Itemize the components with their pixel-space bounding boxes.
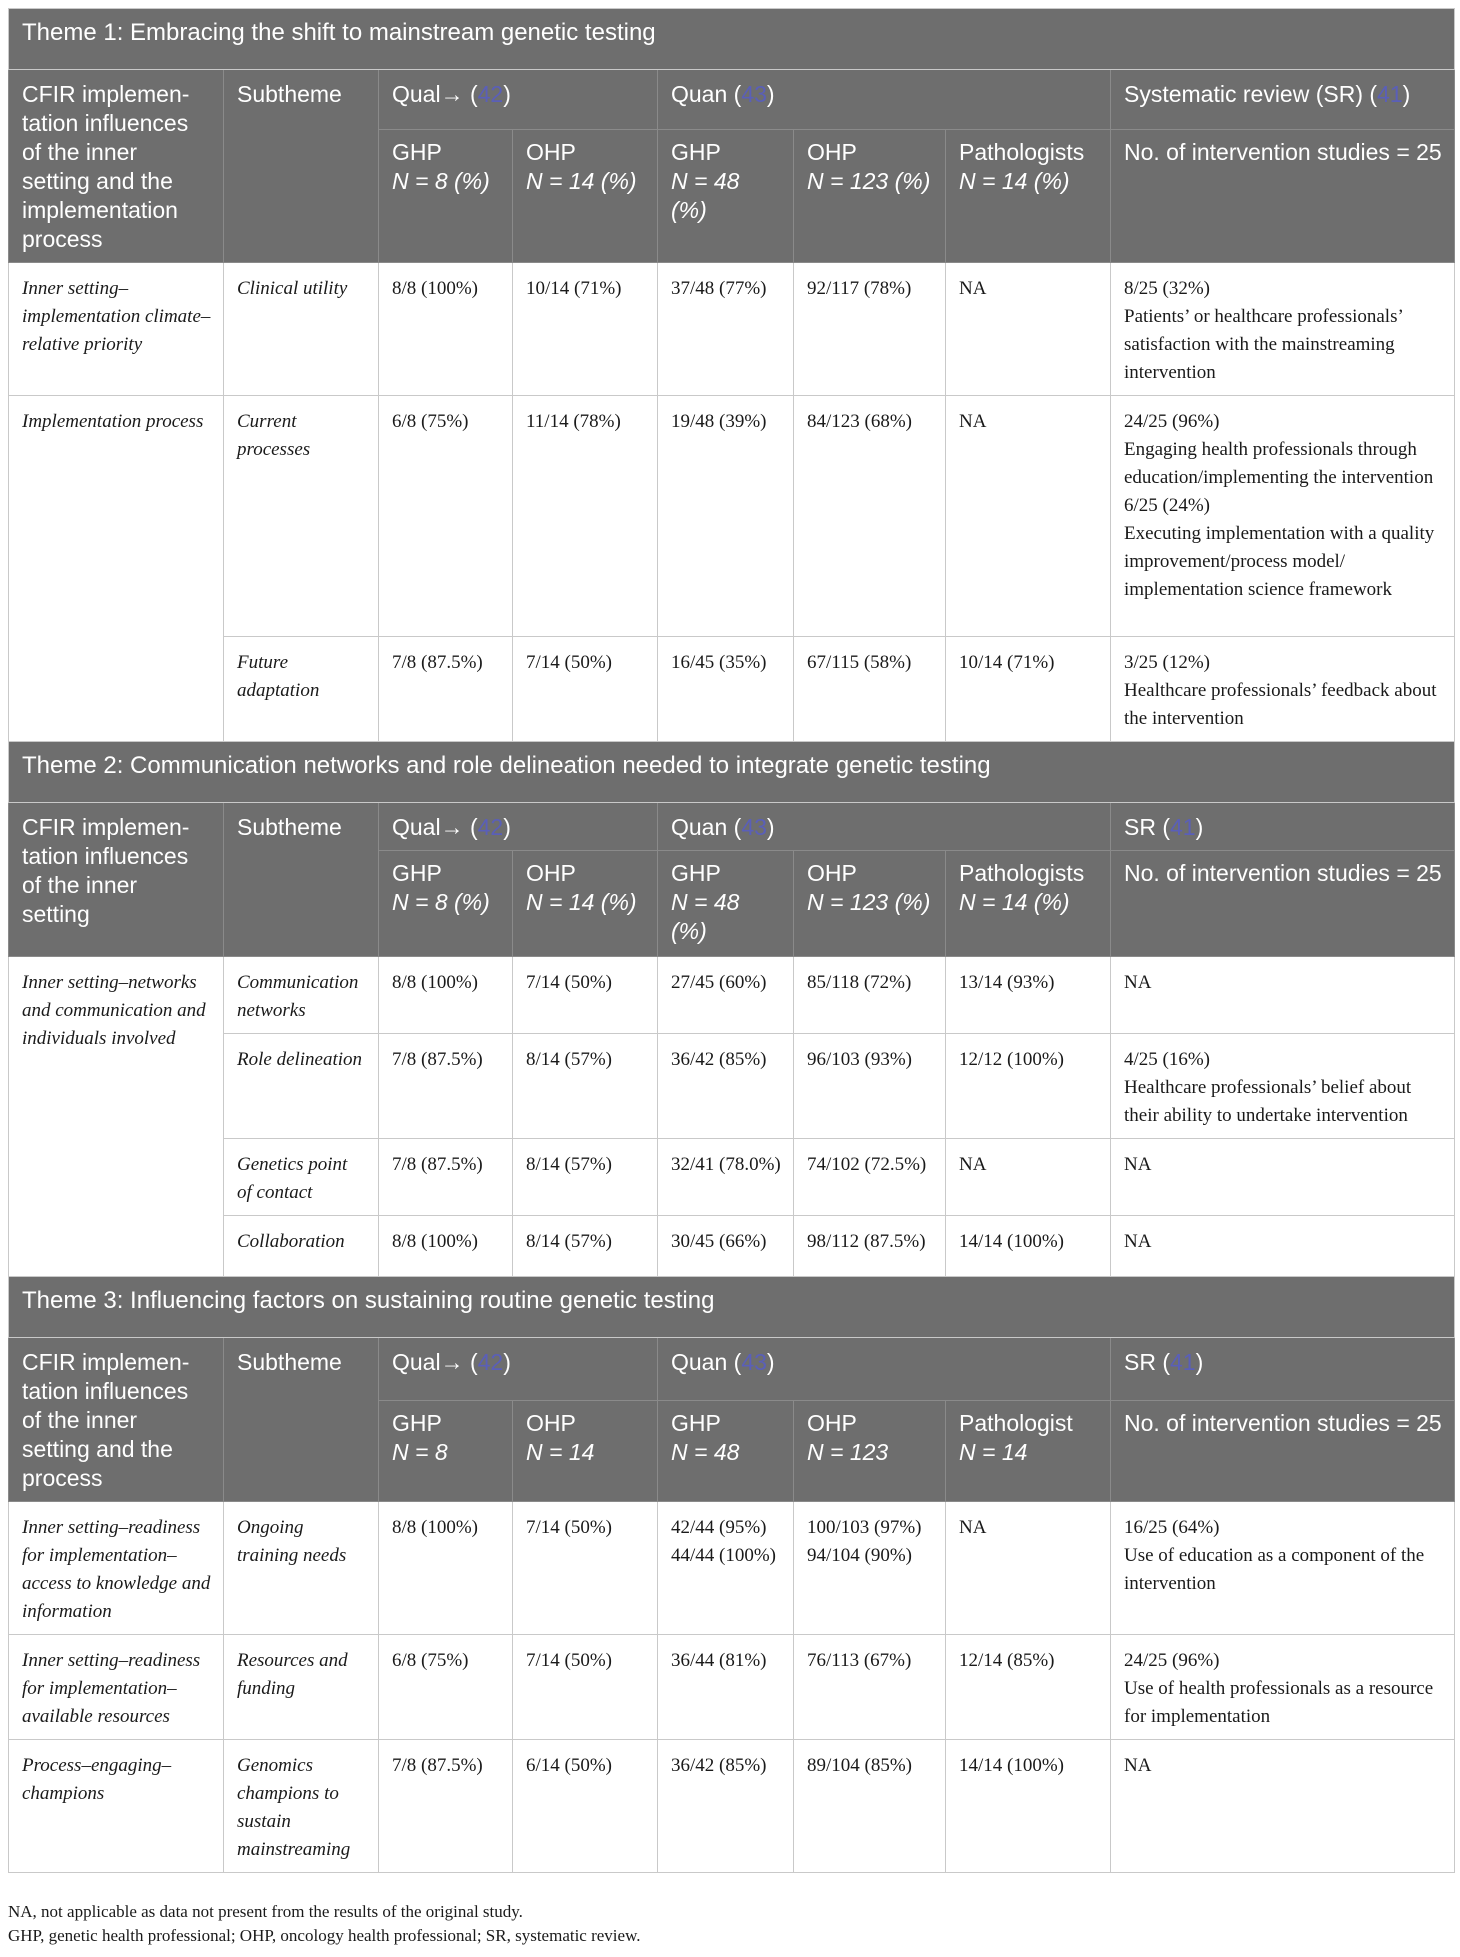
citation-link[interactable]: 42 (477, 814, 504, 840)
sr-header: SR (41) (1111, 803, 1455, 851)
sr-cell: 16/25 (64%) Use of education as a component of the intervention (1111, 1502, 1455, 1635)
data-cell: 10/14 (71%) (513, 263, 658, 396)
data-cell: 14/14 (100%) (946, 1216, 1111, 1277)
quan-header: Quan (43) (658, 1338, 1111, 1401)
col-header: No. of intervention studies = 25 (1111, 130, 1455, 263)
col-header: Pathologist N = 14 (946, 1400, 1111, 1501)
subtheme-cell: Current processes (224, 396, 379, 637)
col-header: GHP N = 8 (%) (379, 851, 513, 957)
citation-link[interactable]: 43 (741, 814, 767, 840)
citation-link[interactable]: 43 (741, 81, 767, 107)
data-cell: 7/8 (87.5%) (379, 1740, 513, 1873)
citation-link[interactable]: 41 (1170, 1349, 1196, 1375)
col-header: OHP N = 14 (%) (513, 130, 658, 263)
sr-header: Systematic review (SR) (41) (1111, 70, 1455, 130)
data-cell: 92/117 (78%) (794, 263, 946, 396)
data-cell: 37/48 (77%) (658, 263, 794, 396)
cfir-header: CFIR implemen-tation influences of the inner setting and the implementation process (9, 70, 224, 263)
data-cell: 100/103 (97%) 94/104 (90%) (794, 1502, 946, 1635)
col-header: GHP N = 8 (379, 1400, 513, 1501)
data-cell: 8/8 (100%) (379, 1216, 513, 1277)
data-cell: 8/14 (57%) (513, 1139, 658, 1216)
subtheme-cell: Role delineation (224, 1034, 379, 1139)
results-table (8, 8, 1455, 1873)
col-header: OHP N = 123 (794, 1400, 946, 1501)
data-cell: 27/45 (60%) (658, 957, 794, 1034)
data-cell: 16/45 (35%) (658, 637, 794, 742)
data-cell: 12/14 (85%) (946, 1635, 1111, 1740)
subtheme-cell: Genomics champions to sustain mainstreaming (224, 1740, 379, 1873)
data-cell: 13/14 (93%) (946, 957, 1111, 1034)
table-row (9, 396, 1455, 637)
data-cell: 8/14 (57%) (513, 1216, 658, 1277)
cfir-cell: Inner setting–implementation climate–relative priority (9, 263, 224, 396)
col-header: OHP N = 123 (%) (794, 851, 946, 957)
cfir-header: CFIR implemen-tation influences of the inner setting and the process (9, 1338, 224, 1502)
data-cell: 7/14 (50%) (513, 957, 658, 1034)
data-cell: 7/8 (87.5%) (379, 1139, 513, 1216)
sr-cell: NA (1111, 1139, 1455, 1216)
data-cell: 8/8 (100%) (379, 957, 513, 1034)
subtheme-cell: Future adaptation (224, 637, 379, 742)
col-header: GHP N = 8 (%) (379, 130, 513, 263)
col-header: GHP N = 48 (%) (658, 851, 794, 957)
data-cell: 96/103 (93%) (794, 1034, 946, 1139)
subtheme-cell: Genetics point of contact (224, 1139, 379, 1216)
data-cell: 84/123 (68%) (794, 396, 946, 637)
cfir-cell: Inner setting–readiness for implementation–available resources (9, 1635, 224, 1740)
subtheme-header: Subtheme (224, 803, 379, 957)
data-cell: 74/102 (72.5%) (794, 1139, 946, 1216)
col-header: No. of intervention studies = 25 (1111, 851, 1455, 957)
header-row (9, 803, 1455, 851)
table-row (9, 1139, 1455, 1216)
data-cell: 7/14 (50%) (513, 637, 658, 742)
theme-row (9, 1277, 1455, 1338)
cfir-cell: Inner setting–readiness for implementation–access to knowledge and information (9, 1502, 224, 1635)
data-cell: 32/41 (78.0%) (658, 1139, 794, 1216)
data-cell: 98/112 (87.5%) (794, 1216, 946, 1277)
data-cell: 7/14 (50%) (513, 1502, 658, 1635)
data-cell: 8/14 (57%) (513, 1034, 658, 1139)
data-cell: 8/8 (100%) (379, 263, 513, 396)
col-header: OHP N = 14 (%) (513, 851, 658, 957)
data-cell: 7/8 (87.5%) (379, 1034, 513, 1139)
subtheme-cell: Collaboration (224, 1216, 379, 1277)
data-cell: 19/48 (39%) (658, 396, 794, 637)
subtheme-cell: Clinical utility (224, 263, 379, 396)
theme-title: Theme 3: Influencing factors on sustaining routine genetic testing (9, 1277, 1455, 1338)
data-cell: 7/8 (87.5%) (379, 637, 513, 742)
cfir-cell: Implementation process (9, 396, 224, 742)
table-row (9, 263, 1455, 396)
sr-cell: NA (1111, 957, 1455, 1034)
sr-cell: 24/25 (96%) Use of health professionals as a resource for implementation (1111, 1635, 1455, 1740)
table-row (9, 1502, 1455, 1635)
table-row (9, 1635, 1455, 1740)
table-row (9, 637, 1455, 742)
footnote: GHP, genetic health professional; OHP, oncology health professional; SR, systematic review. (8, 1926, 641, 1945)
data-cell: 6/14 (50%) (513, 1740, 658, 1873)
data-cell: 14/14 (100%) (946, 1740, 1111, 1873)
data-cell: NA (946, 263, 1111, 396)
qual-header: Qual→ (42) (379, 803, 658, 851)
cfir-cell: Process–engaging–champions (9, 1740, 224, 1873)
data-cell: 30/45 (66%) (658, 1216, 794, 1277)
sr-cell: 8/25 (32%) Patients’ or healthcare professionals’ satisfaction with the mainstreaming intervention (1111, 263, 1455, 396)
sr-cell: 4/25 (16%) Healthcare professionals’ belief about their ability to undertake intervention (1111, 1034, 1455, 1139)
subtheme-cell: Ongoing training needs (224, 1502, 379, 1635)
sr-header: SR (41) (1111, 1338, 1455, 1401)
col-header: GHP N = 48 (%) (658, 130, 794, 263)
header-row (9, 1338, 1455, 1401)
subtheme-cell: Resources and funding (224, 1635, 379, 1740)
cfir-cell: Inner setting–networks and communication and individuals involved (9, 957, 224, 1277)
data-cell: 6/8 (75%) (379, 1635, 513, 1740)
data-cell: 11/14 (78%) (513, 396, 658, 637)
table-row (9, 1740, 1455, 1873)
data-cell: 12/12 (100%) (946, 1034, 1111, 1139)
citation-link[interactable]: 43 (741, 1349, 767, 1375)
citation-link[interactable]: 41 (1377, 81, 1403, 107)
theme-title: Theme 2: Communication networks and role delineation needed to integrate genetic testing (9, 742, 1455, 803)
sr-cell: 24/25 (96%) Engaging health professionals through education/implementing the intervention 6/25 (24%) Executing implementation with a quality improvement/process model/ implementation science framework (1111, 396, 1455, 637)
data-cell: 67/115 (58%) (794, 637, 946, 742)
col-header: GHP N = 48 (658, 1400, 794, 1501)
data-cell: NA (946, 1502, 1111, 1635)
qual-header: Qual→ (42) (379, 1338, 658, 1401)
data-cell: 7/14 (50%) (513, 1635, 658, 1740)
subtheme-cell: Communication networks (224, 957, 379, 1034)
quan-header: Quan (43) (658, 70, 1111, 130)
table-footnotes (8, 1900, 1454, 1948)
footnote: NA, not applicable as data not present from the results of the original study. (8, 1902, 523, 1921)
sr-cell: NA (1111, 1740, 1455, 1873)
theme-title: Theme 1: Embracing the shift to mainstream genetic testing (9, 9, 1455, 70)
col-header: Pathologists N = 14 (%) (946, 130, 1111, 263)
table-row (9, 1034, 1455, 1139)
subtheme-header: Subtheme (224, 1338, 379, 1502)
data-cell: NA (946, 396, 1111, 637)
data-cell: 8/8 (100%) (379, 1502, 513, 1635)
col-header: OHP N = 123 (%) (794, 130, 946, 263)
qual-header: Qual→ (42) (379, 70, 658, 130)
data-cell: 36/42 (85%) (658, 1034, 794, 1139)
sr-cell: 3/25 (12%) Healthcare professionals’ feedback about the intervention (1111, 637, 1455, 742)
citation-link[interactable]: 42 (477, 1349, 504, 1375)
citation-link[interactable]: 42 (477, 81, 504, 107)
data-cell: NA (946, 1139, 1111, 1216)
table-row (9, 957, 1455, 1034)
theme-row (9, 742, 1455, 803)
data-cell: 76/113 (67%) (794, 1635, 946, 1740)
col-header: No. of intervention studies = 25 (1111, 1400, 1455, 1501)
col-header: Pathologists N = 14 (%) (946, 851, 1111, 957)
table-row (9, 1216, 1455, 1277)
quan-header: Quan (43) (658, 803, 1111, 851)
citation-link[interactable]: 41 (1170, 814, 1196, 840)
data-cell: 6/8 (75%) (379, 396, 513, 637)
subtheme-header: Subtheme (224, 70, 379, 263)
data-cell: 36/44 (81%) (658, 1635, 794, 1740)
cfir-header: CFIR implemen-tation influences of the inner setting (9, 803, 224, 957)
theme-row (9, 9, 1455, 70)
data-cell: 36/42 (85%) (658, 1740, 794, 1873)
data-cell: 42/44 (95%) 44/44 (100%) (658, 1502, 794, 1635)
header-row (9, 70, 1455, 130)
data-cell: 89/104 (85%) (794, 1740, 946, 1873)
sr-cell: NA (1111, 1216, 1455, 1277)
data-cell: 10/14 (71%) (946, 637, 1111, 742)
data-cell: 85/118 (72%) (794, 957, 946, 1034)
col-header: OHP N = 14 (513, 1400, 658, 1501)
